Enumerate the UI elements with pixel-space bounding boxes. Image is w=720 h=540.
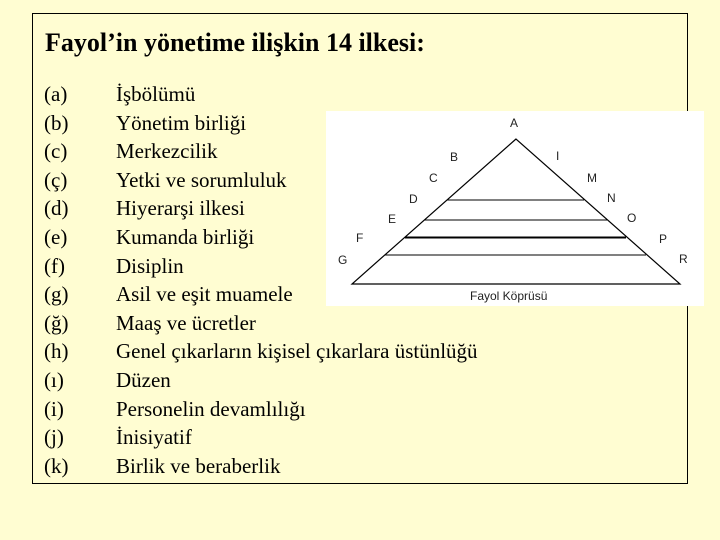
item-text: Asil ve eşit muamele <box>116 282 293 307</box>
left-letter: C <box>429 171 438 185</box>
right-letter: O <box>627 211 637 225</box>
item-text: Merkezcilik <box>116 139 218 164</box>
item-text: Maaş ve ücretler <box>116 310 256 335</box>
list-item <box>44 423 478 452</box>
item-marker: (ı) <box>44 367 64 392</box>
item-marker: (c) <box>44 139 68 164</box>
left-letter: G <box>338 253 348 267</box>
item-text: Yetki ve sorumluluk <box>116 167 287 192</box>
item-text: Düzen <box>116 367 171 392</box>
right-letter: R <box>679 252 688 266</box>
item-text: Disiplin <box>116 253 184 278</box>
item-marker: (e) <box>44 224 68 249</box>
figure-caption: Fayol Köprüsü <box>470 289 548 303</box>
item-marker: (k) <box>44 453 69 478</box>
right-letter: M <box>587 171 597 185</box>
item-text: Yönetim birliği <box>116 110 247 135</box>
right-letter: N <box>607 191 616 205</box>
left-letter: B <box>450 150 459 164</box>
item-marker: (g) <box>44 282 69 307</box>
item-marker: (d) <box>44 196 69 221</box>
item-text: Personelin devamlılığı <box>116 396 306 421</box>
item-text: Birlik ve beraberlik <box>116 453 281 478</box>
item-marker: (ğ) <box>44 310 69 335</box>
item-marker: (f) <box>44 253 65 278</box>
item-text: İnisiyatif <box>116 425 192 450</box>
list-item <box>44 80 478 109</box>
list-item <box>44 337 478 366</box>
list-item <box>44 309 478 338</box>
item-marker: (b) <box>44 110 69 135</box>
fayol-bridge-diagram <box>326 111 704 306</box>
item-text: Genel çıkarların kişisel çıkarlara üstünlüğü <box>116 339 478 364</box>
item-text: Kumanda birliği <box>116 224 255 249</box>
list-item <box>44 366 478 395</box>
right-letter: I <box>556 149 560 163</box>
item-marker: (a) <box>44 82 68 106</box>
item-marker: (ç) <box>44 167 68 192</box>
item-text: İşbölümü <box>116 82 196 106</box>
item-marker: (h) <box>44 339 69 364</box>
item-marker: (j) <box>44 425 64 450</box>
apex-letter: A <box>510 116 519 130</box>
page-title: Fayol’in yönetime ilişkin 14 ilkesi: <box>45 28 425 57</box>
item-text: Hiyerarşi ilkesi <box>116 196 245 221</box>
list-item <box>44 395 478 424</box>
item-marker: (i) <box>44 396 64 421</box>
right-letter: P <box>659 232 668 246</box>
left-letter: E <box>388 212 397 226</box>
left-letter: D <box>409 192 418 206</box>
list-item <box>44 452 478 481</box>
fayol-bridge-figure <box>326 111 704 306</box>
left-letter: F <box>356 231 364 245</box>
